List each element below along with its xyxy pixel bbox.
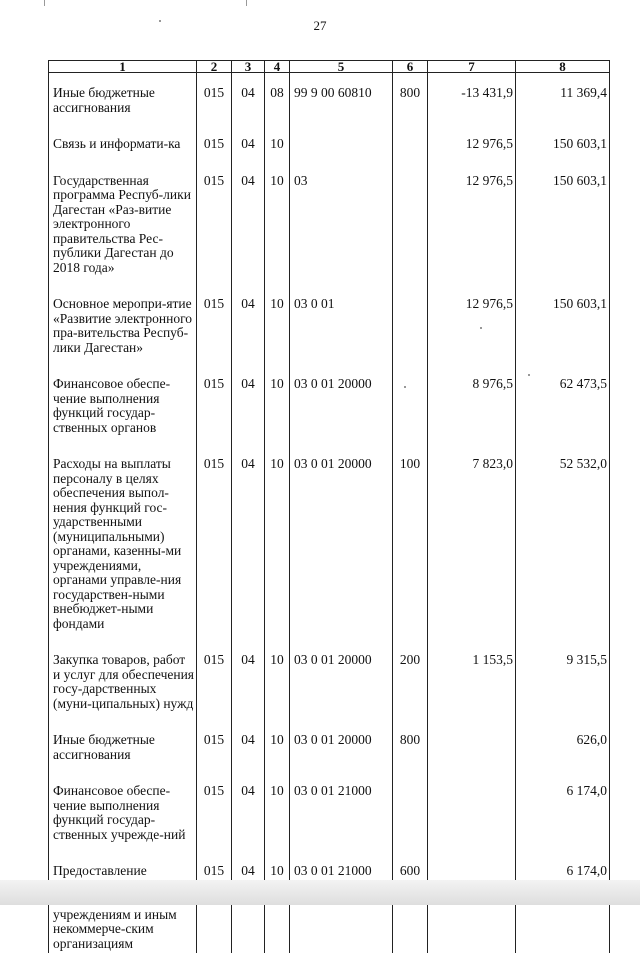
row-expense-type: 600 <box>393 864 428 951</box>
page-number: 27 <box>0 18 640 34</box>
column-header: 3 <box>232 61 265 73</box>
row-target-article: 03 0 01 20000 <box>290 377 393 457</box>
row-target-article: 03 0 01 20000 <box>290 733 393 784</box>
column-header: 5 <box>290 61 393 73</box>
row-amount-change: 7 823,0 <box>428 457 516 653</box>
row-admin-code: 015 <box>197 377 232 457</box>
row-section-code: 04 <box>232 73 265 138</box>
row-amount-total: 9 315,5 <box>516 653 610 733</box>
row-section-code: 04 <box>232 457 265 653</box>
row-name: Иные бюджетные ассигнования <box>49 73 197 138</box>
column-header: 7 <box>428 61 516 73</box>
column-header: 8 <box>516 61 610 73</box>
row-expense-type <box>393 297 428 377</box>
row-section-code: 04 <box>232 653 265 733</box>
row-amount-change: 12 976,5 <box>428 297 516 377</box>
row-amount-change <box>428 784 516 864</box>
table-row <box>49 864 610 951</box>
row-amount-total: 626,0 <box>516 733 610 784</box>
scan-edge-mark <box>246 0 247 6</box>
scan-edge-mark <box>44 0 45 6</box>
row-amount-total: 6 174,0 <box>516 864 610 951</box>
column-header: 4 <box>265 61 290 73</box>
row-admin-code: 015 <box>197 784 232 864</box>
row-amount-change <box>428 864 516 951</box>
row-target-article <box>290 137 393 174</box>
row-expense-type <box>393 174 428 298</box>
row-target-article: 03 0 01 21000 <box>290 864 393 951</box>
row-section-code: 04 <box>232 733 265 784</box>
row-admin-code: 015 <box>197 733 232 784</box>
table-row <box>49 784 610 864</box>
row-target-article: 03 0 01 20000 <box>290 457 393 653</box>
table-row <box>49 733 610 784</box>
row-target-article: 03 0 01 <box>290 297 393 377</box>
row-subsection-code: 10 <box>265 457 290 653</box>
row-expense-type: 800 <box>393 73 428 138</box>
column-header: 2 <box>197 61 232 73</box>
row-name: Финансовое обеспе-чение выполнения функций государ-ственных органов <box>49 377 197 457</box>
row-amount-change: 12 976,5 <box>428 174 516 298</box>
row-subsection-code: 10 <box>265 784 290 864</box>
row-name: Государственная программа Респуб-лики Дагестан «Раз-витие электронного правительства Рес-публики Дагестан до 2018 года» <box>49 174 197 298</box>
row-target-article: 99 9 00 60810 <box>290 73 393 138</box>
row-expense-type: 100 <box>393 457 428 653</box>
scan-bottom-shadow <box>0 880 640 905</box>
row-section-code: 04 <box>232 137 265 174</box>
row-target-article: 03 0 01 20000 <box>290 653 393 733</box>
row-name: Связь и информати-ка <box>49 137 197 174</box>
row-amount-total: 6 174,0 <box>516 784 610 864</box>
budget-table <box>48 60 610 953</box>
row-subsection-code: 10 <box>265 653 290 733</box>
row-amount-change: -13 431,9 <box>428 73 516 138</box>
row-amount-total: 150 603,1 <box>516 137 610 174</box>
row-name: Финансовое обеспе-чение выполнения функций государ-ственных учрежде-ний <box>49 784 197 864</box>
row-amount-change: 1 153,5 <box>428 653 516 733</box>
row-admin-code: 015 <box>197 864 232 951</box>
column-header: 6 <box>393 61 428 73</box>
row-admin-code: 015 <box>197 73 232 138</box>
row-subsection-code: 08 <box>265 73 290 138</box>
row-name: Расходы на выплаты персоналу в целях обеспечения выпол-нения функций гос-ударственными (муниципальными) органами, казенны-ми учреждениями, органами управле-ния государствен-ными внебюджет-ными фондами <box>49 457 197 653</box>
row-amount-total: 150 603,1 <box>516 297 610 377</box>
row-expense-type <box>393 784 428 864</box>
row-section-code: 04 <box>232 297 265 377</box>
row-section-code: 04 <box>232 377 265 457</box>
row-subsection-code: 10 <box>265 297 290 377</box>
table-row <box>49 653 610 733</box>
row-section-code: 04 <box>232 784 265 864</box>
row-target-article: 03 <box>290 174 393 298</box>
row-amount-total: 52 532,0 <box>516 457 610 653</box>
row-expense-type <box>393 137 428 174</box>
row-subsection-code: 10 <box>265 174 290 298</box>
row-admin-code: 015 <box>197 174 232 298</box>
table-row <box>49 297 610 377</box>
row-subsection-code: 10 <box>265 137 290 174</box>
table-row <box>49 73 610 138</box>
row-expense-type: 200 <box>393 653 428 733</box>
row-subsection-code: 10 <box>265 733 290 784</box>
table-row <box>49 457 610 653</box>
row-expense-type <box>393 377 428 457</box>
row-expense-type: 800 <box>393 733 428 784</box>
row-subsection-code: 10 <box>265 864 290 951</box>
row-subsection-code: 10 <box>265 377 290 457</box>
table-row <box>49 137 610 174</box>
row-name: Основное меропри-ятие «Развитие электронного пра-вительства Респуб-лики Дагестан» <box>49 297 197 377</box>
row-amount-change <box>428 733 516 784</box>
row-name: Закупка товаров, работ и услуг для обеспечения госу-дарственных (муни-ципальных) нужд <box>49 653 197 733</box>
row-amount-change: 8 976,5 <box>428 377 516 457</box>
table-body <box>49 73 610 953</box>
row-amount-change: 12 976,5 <box>428 137 516 174</box>
row-admin-code: 015 <box>197 137 232 174</box>
row-admin-code: 015 <box>197 653 232 733</box>
column-header: 1 <box>49 61 197 73</box>
row-target-article: 03 0 01 21000 <box>290 784 393 864</box>
row-section-code: 04 <box>232 864 265 951</box>
row-amount-total: 150 603,1 <box>516 174 610 298</box>
row-name: Предоставление учреждениям и иным некоммерче-ским организациям <box>49 864 197 951</box>
row-admin-code: 015 <box>197 457 232 653</box>
row-section-code: 04 <box>232 174 265 298</box>
row-admin-code: 015 <box>197 297 232 377</box>
header-row <box>49 61 610 73</box>
row-amount-total: 11 369,4 <box>516 73 610 138</box>
row-amount-total: 62 473,5 <box>516 377 610 457</box>
table-row <box>49 174 610 298</box>
row-name: Иные бюджетные ассигнования <box>49 733 197 784</box>
table-row <box>49 377 610 457</box>
table-header <box>49 61 610 73</box>
